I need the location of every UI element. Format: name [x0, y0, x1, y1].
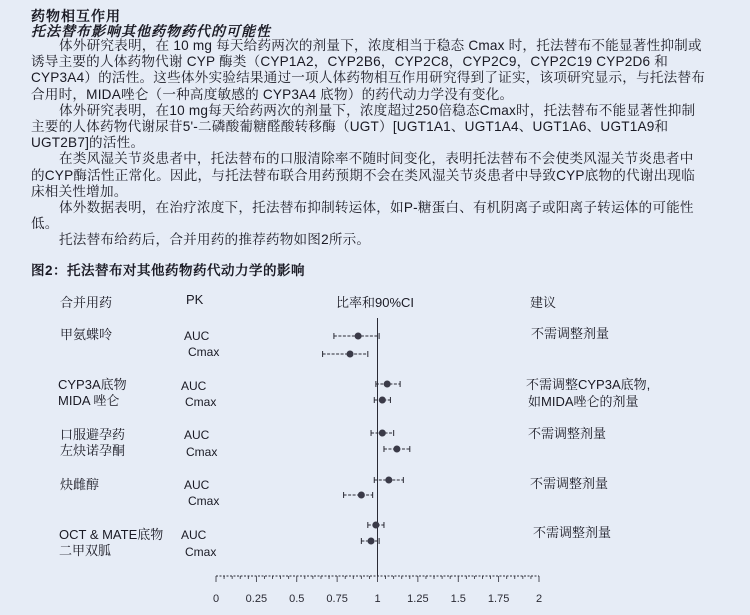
pk-label: AUC — [184, 428, 210, 442]
ratio-point — [358, 492, 365, 499]
paragraph: 托法替布给药后，合并用药的推荐药物如图2所示。 — [59, 232, 371, 248]
advice-text: 不需调整剂量 — [533, 525, 612, 540]
column-header-ratio: 比率和90%CI — [336, 295, 415, 310]
x-tick-label: 1.5 — [450, 593, 466, 605]
x-tick-label: 1.25 — [407, 593, 429, 605]
drug-name: 甲氨蝶呤 — [60, 327, 113, 342]
drug-name: 炔雌醇 — [60, 477, 100, 492]
x-tick-label: 1 — [374, 593, 381, 605]
ratio-point — [355, 333, 362, 340]
column-header-pk: PK — [186, 292, 204, 307]
section-heading: 药物相互作用 — [31, 8, 121, 24]
section-subheading: 托法替布影响其他药物药代的可能性 — [31, 23, 271, 39]
x-tick-label: 1.75 — [487, 593, 510, 605]
paragraph: 体外研究表明，在10 mg每天给药两次的剂量下，浓度超过250倍稳态Cmax时，托法替布不能显著性抑制主要的人体药物代谢尿苷5'-二磷酸葡糖醛酸转移酶（UGT）[UGT1A1、UGT1A4、UGT1A6、UGT1A9和UGT2B7]的活性。 — [31, 102, 696, 151]
advice-text: 不需调整剂量 — [531, 326, 610, 341]
x-tick-label: 0 — [212, 593, 220, 605]
x-tick-label: 0.5 — [289, 593, 305, 605]
column-header-drug: 合并用药 — [60, 295, 113, 310]
paragraph: 体外数据表明，在治疗浓度下，托法替布抑制转运体，如P-糖蛋白、有机阴离子或阳离子转运体的可能性低。 — [31, 200, 694, 232]
pk-label: Cmax — [185, 395, 217, 409]
pk-label: AUC — [181, 528, 207, 542]
advice-text: 不需调整剂量 — [530, 476, 609, 491]
drug-name: CYP3A底物 — [58, 377, 127, 392]
ratio-point — [347, 351, 354, 358]
x-tick-label: 0.75 — [326, 593, 348, 605]
figure-title: 图2：托法替布对其他药物药代动力学的影响 — [31, 263, 306, 278]
pk-label: Cmax — [186, 445, 218, 459]
x-tick-label: 0.25 — [245, 593, 268, 605]
ratio-point — [379, 430, 386, 437]
pk-label: AUC — [184, 478, 210, 492]
pk-label: AUC — [181, 379, 207, 393]
pk-label: Cmax — [185, 545, 217, 559]
ratio-point — [379, 397, 386, 404]
pk-label: Cmax — [188, 345, 220, 359]
advice-text: 如MIDA唑仑的剂量 — [528, 394, 639, 409]
drug-name: MIDA 唑仑 — [58, 393, 120, 408]
paragraph: 在类风湿关节炎患者中，托法替布的口服清除率不随时间变化，表明托法替布不会使类风湿关节炎患者中的CYP酶活性正常化。因此，与托法替布联合用药预期不会在类风湿关节炎患者中导致CYP底物的代谢出现临床相关性增加。 — [31, 151, 696, 199]
drug-name: 口服避孕药 — [60, 427, 126, 442]
ratio-point — [384, 381, 391, 388]
advice-text: 不需调整CYP3A底物, — [526, 377, 651, 392]
x-tick-label: 2 — [535, 593, 543, 605]
ratio-point — [372, 522, 379, 529]
drug-name: 左炔诺孕酮 — [60, 443, 126, 458]
paragraph: 体外研究表明，在 10 mg 每天给药两次的剂量下，浓度相当于稳态 Cmax 时，托法替布不能显著性抑制或诱导主要的人体药物代谢 CYP 酶类（CYP1A2，CYP2B6，CYP2C8，CYP2C9，CYP2C19 CYP2D6 和 CYP3A4）的活性。这些体外实验结果通过一项人体药物相互作用研究得到了证实，该项研究显示，与托法替布合用时，MIDA唑仑（一种高度敏感的 CYP3A4 底物）的药代动力学没有变化。 — [31, 38, 706, 102]
ratio-point — [385, 477, 392, 484]
pk-label: AUC — [184, 329, 210, 343]
drug-name: 二甲双胍 — [59, 543, 112, 558]
ratio-point — [393, 446, 400, 453]
column-header-advice: 建议 — [530, 295, 557, 310]
ratio-point — [368, 538, 375, 545]
pk-label: Cmax — [188, 494, 220, 508]
drug-name: OCT & MATE底物 — [59, 527, 164, 542]
advice-text: 不需调整剂量 — [528, 426, 607, 441]
